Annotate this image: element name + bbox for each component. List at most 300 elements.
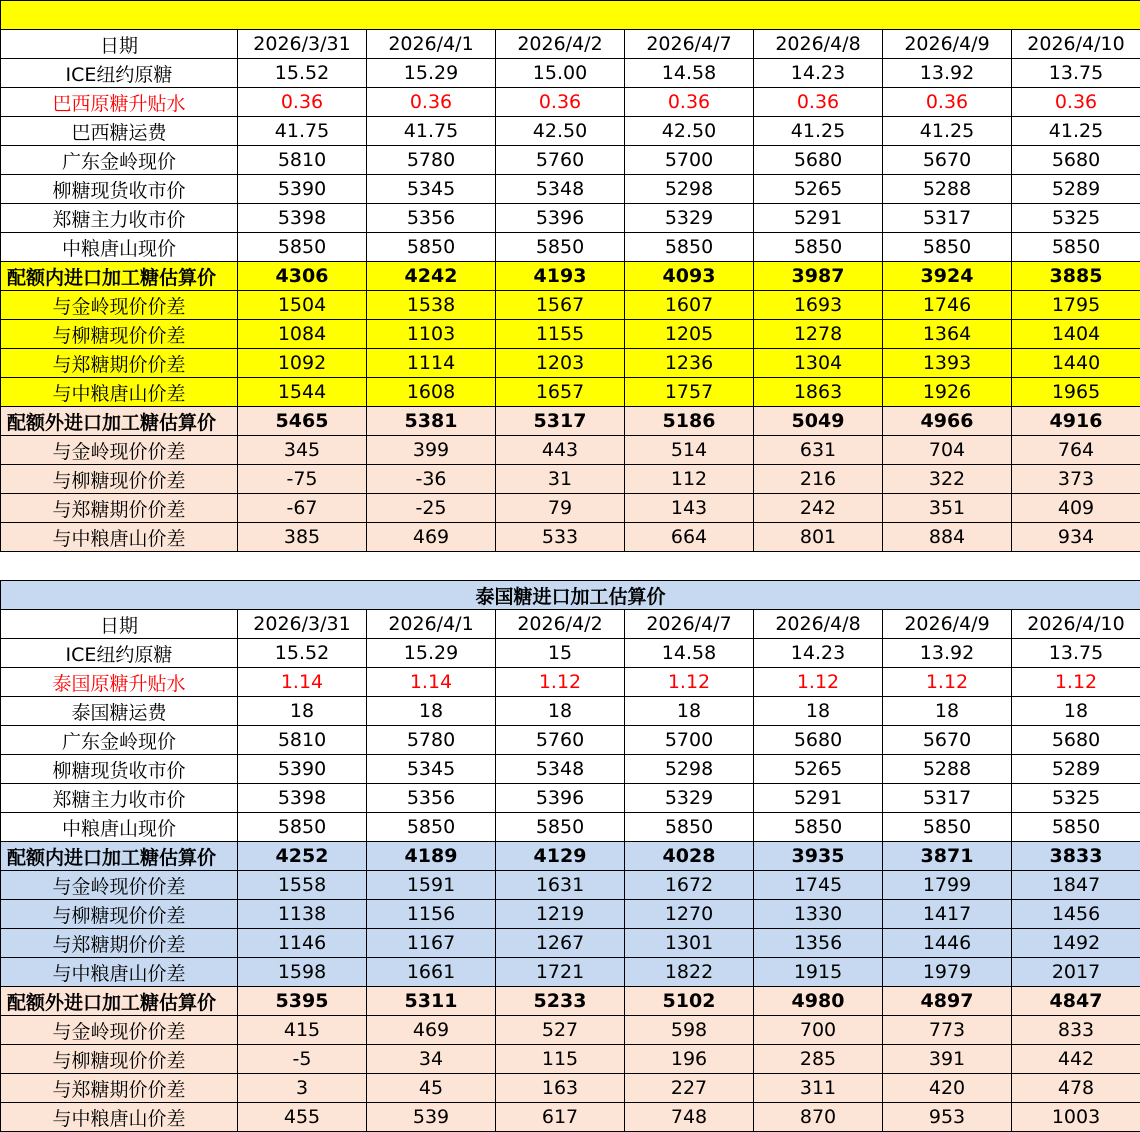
table-row	[1, 378, 1140, 407]
date-header-label: 日期	[1, 610, 238, 639]
brazil-header-row	[1, 30, 1140, 59]
value-cell: 4129	[496, 842, 625, 871]
value-cell: 5850	[496, 813, 625, 842]
value-cell: 4966	[883, 407, 1012, 436]
value-cell: 5850	[496, 233, 625, 262]
value-cell: 5356	[367, 784, 496, 813]
value-cell: 1745	[754, 871, 883, 900]
value-cell: 3871	[883, 842, 1012, 871]
value-cell: 533	[496, 523, 625, 552]
value-cell: 399	[367, 436, 496, 465]
value-cell: 1915	[754, 958, 883, 987]
value-cell: 884	[883, 523, 1012, 552]
value-cell: 1.12	[1012, 668, 1140, 697]
value-cell: 1799	[883, 871, 1012, 900]
table-row	[1, 726, 1140, 755]
brazil-title-row	[1, 1, 1140, 30]
value-cell: 1446	[883, 929, 1012, 958]
value-cell: 1.12	[625, 668, 754, 697]
table-row	[1, 668, 1140, 697]
value-cell: 0.36	[883, 88, 1012, 117]
value-cell: 391	[883, 1045, 1012, 1074]
value-cell: 18	[754, 697, 883, 726]
value-cell: 5291	[754, 204, 883, 233]
row-label: 柳糖现货收市价	[1, 755, 238, 784]
value-cell: 15.29	[367, 59, 496, 88]
value-cell: 415	[238, 1016, 367, 1045]
date-header-cell: 2026/4/1	[367, 610, 496, 639]
row-label: 配额外进口加工糖估算价	[1, 407, 238, 436]
value-cell: -36	[367, 465, 496, 494]
value-cell: 112	[625, 465, 754, 494]
value-cell: 5465	[238, 407, 367, 436]
row-label: 与中粮唐山价差	[1, 958, 238, 987]
value-cell: 409	[1012, 494, 1140, 523]
table-row	[1, 494, 1140, 523]
value-cell: -67	[238, 494, 367, 523]
date-header-cell: 2026/4/10	[1012, 30, 1140, 59]
value-cell: 1278	[754, 320, 883, 349]
value-cell: 5348	[496, 755, 625, 784]
value-cell: 41.75	[367, 117, 496, 146]
value-cell: 1746	[883, 291, 1012, 320]
value-cell: 5345	[367, 755, 496, 784]
value-cell: 1.12	[496, 668, 625, 697]
value-cell: 34	[367, 1045, 496, 1074]
row-label: 与金岭现价价差	[1, 291, 238, 320]
value-cell: 1404	[1012, 320, 1140, 349]
value-cell: 1657	[496, 378, 625, 407]
value-cell: 1693	[754, 291, 883, 320]
value-cell: 953	[883, 1103, 1012, 1132]
table-row	[1, 871, 1140, 900]
value-cell: 469	[367, 1016, 496, 1045]
value-cell: 748	[625, 1103, 754, 1132]
value-cell: 4242	[367, 262, 496, 291]
table-row	[1, 639, 1140, 668]
table-row	[1, 755, 1140, 784]
value-cell: 4189	[367, 842, 496, 871]
value-cell: 79	[496, 494, 625, 523]
brazil-section-title	[1, 1, 1140, 30]
value-cell: 1598	[238, 958, 367, 987]
table-row	[1, 465, 1140, 494]
table-row	[1, 146, 1140, 175]
value-cell: 5390	[238, 175, 367, 204]
value-cell: 3885	[1012, 262, 1140, 291]
row-label: 配额内进口加工糖估算价	[1, 842, 238, 871]
value-cell: 1440	[1012, 349, 1140, 378]
table-row	[1, 842, 1140, 871]
value-cell: 1757	[625, 378, 754, 407]
value-cell: 5356	[367, 204, 496, 233]
value-cell: 1205	[625, 320, 754, 349]
value-cell: 0.36	[625, 88, 754, 117]
value-cell: 1558	[238, 871, 367, 900]
table-row	[1, 59, 1140, 88]
row-label: 郑糖主力收市价	[1, 204, 238, 233]
date-header-cell: 2026/3/31	[238, 610, 367, 639]
value-cell: 5291	[754, 784, 883, 813]
value-cell: 1084	[238, 320, 367, 349]
table-row	[1, 349, 1140, 378]
value-cell: 0.36	[367, 88, 496, 117]
value-cell: 1672	[625, 871, 754, 900]
value-cell: 31	[496, 465, 625, 494]
value-cell: 1721	[496, 958, 625, 987]
value-cell: 514	[625, 436, 754, 465]
value-cell: 4028	[625, 842, 754, 871]
value-cell: 5780	[367, 726, 496, 755]
value-cell: 1.14	[238, 668, 367, 697]
value-cell: 1456	[1012, 900, 1140, 929]
value-cell: 14.58	[625, 59, 754, 88]
value-cell: 18	[883, 697, 1012, 726]
value-cell: 4897	[883, 987, 1012, 1016]
value-cell: 373	[1012, 465, 1140, 494]
value-cell: 1114	[367, 349, 496, 378]
value-cell: 196	[625, 1045, 754, 1074]
value-cell: 41.75	[238, 117, 367, 146]
value-cell: 45	[367, 1074, 496, 1103]
row-label: 与金岭现价价差	[1, 871, 238, 900]
value-cell: 1608	[367, 378, 496, 407]
value-cell: -75	[238, 465, 367, 494]
date-header-cell: 2026/4/8	[754, 30, 883, 59]
table-row	[1, 929, 1140, 958]
table-row	[1, 813, 1140, 842]
value-cell: 1504	[238, 291, 367, 320]
row-label: 与郑糖期价价差	[1, 494, 238, 523]
value-cell: 5186	[625, 407, 754, 436]
value-cell: 3	[238, 1074, 367, 1103]
date-header-cell: 2026/3/31	[238, 30, 367, 59]
thai-header-row	[1, 610, 1140, 639]
value-cell: 5289	[1012, 755, 1140, 784]
value-cell: 2017	[1012, 958, 1140, 987]
value-cell: 5680	[754, 146, 883, 175]
value-cell: 42.50	[496, 117, 625, 146]
value-cell: 1155	[496, 320, 625, 349]
value-cell: 5680	[1012, 146, 1140, 175]
value-cell: 5345	[367, 175, 496, 204]
value-cell: 1795	[1012, 291, 1140, 320]
row-label: 与柳糖现价价差	[1, 465, 238, 494]
table-row	[1, 697, 1140, 726]
value-cell: 833	[1012, 1016, 1140, 1045]
value-cell: 5760	[496, 726, 625, 755]
value-cell: 420	[883, 1074, 1012, 1103]
value-cell: 1146	[238, 929, 367, 958]
value-cell: 4306	[238, 262, 367, 291]
row-label: 与中粮唐山价差	[1, 1103, 238, 1132]
value-cell: 1236	[625, 349, 754, 378]
value-cell: 41.25	[883, 117, 1012, 146]
value-cell: 870	[754, 1103, 883, 1132]
value-cell: 5850	[754, 233, 883, 262]
value-cell: 1965	[1012, 378, 1140, 407]
value-cell: 143	[625, 494, 754, 523]
table-row	[1, 407, 1140, 436]
value-cell: 5289	[1012, 175, 1140, 204]
value-cell: 5288	[883, 755, 1012, 784]
value-cell: 455	[238, 1103, 367, 1132]
value-cell: 5850	[883, 813, 1012, 842]
value-cell: 1330	[754, 900, 883, 929]
table-row	[1, 204, 1140, 233]
value-cell: 5850	[1012, 233, 1140, 262]
value-cell: 1156	[367, 900, 496, 929]
value-cell: 15.29	[367, 639, 496, 668]
value-cell: 18	[367, 697, 496, 726]
value-cell: 41.25	[754, 117, 883, 146]
table-row	[1, 1016, 1140, 1045]
value-cell: 1822	[625, 958, 754, 987]
table-row	[1, 88, 1140, 117]
value-cell: 1567	[496, 291, 625, 320]
value-cell: 5670	[883, 146, 1012, 175]
value-cell: 5850	[625, 233, 754, 262]
value-cell: 5102	[625, 987, 754, 1016]
value-cell: 700	[754, 1016, 883, 1045]
value-cell: 5348	[496, 175, 625, 204]
value-cell: 801	[754, 523, 883, 552]
value-cell: 5298	[625, 755, 754, 784]
value-cell: 3924	[883, 262, 1012, 291]
value-cell: 1364	[883, 320, 1012, 349]
separator-cell	[1, 552, 1140, 581]
value-cell: 1138	[238, 900, 367, 929]
value-cell: 5700	[625, 726, 754, 755]
value-cell: 5810	[238, 146, 367, 175]
value-cell: 5329	[625, 204, 754, 233]
value-cell: 4916	[1012, 407, 1140, 436]
value-cell: 5700	[625, 146, 754, 175]
value-cell: 14.23	[754, 639, 883, 668]
value-cell: 5325	[1012, 784, 1140, 813]
row-label: 与郑糖期价价差	[1, 1074, 238, 1103]
value-cell: 14.58	[625, 639, 754, 668]
value-cell: -5	[238, 1045, 367, 1074]
value-cell: 1544	[238, 378, 367, 407]
value-cell: 5395	[238, 987, 367, 1016]
value-cell: 1607	[625, 291, 754, 320]
row-label: 配额内进口加工糖估算价	[1, 262, 238, 291]
date-header-label: 日期	[1, 30, 238, 59]
value-cell: 1393	[883, 349, 1012, 378]
table-row	[1, 1074, 1140, 1103]
value-cell: 5325	[1012, 204, 1140, 233]
value-cell: 4847	[1012, 987, 1140, 1016]
value-cell: 18	[625, 697, 754, 726]
value-cell: 0.36	[754, 88, 883, 117]
value-cell: 5850	[367, 233, 496, 262]
value-cell: 4193	[496, 262, 625, 291]
value-cell: 5396	[496, 204, 625, 233]
value-cell: 478	[1012, 1074, 1140, 1103]
value-cell: 15.00	[496, 59, 625, 88]
value-cell: 631	[754, 436, 883, 465]
value-cell: 322	[883, 465, 1012, 494]
value-cell: 1631	[496, 871, 625, 900]
value-cell: 4252	[238, 842, 367, 871]
table-row	[1, 987, 1140, 1016]
value-cell: 1.12	[754, 668, 883, 697]
value-cell: 345	[238, 436, 367, 465]
row-label: 与柳糖现价价差	[1, 1045, 238, 1074]
value-cell: 0.36	[496, 88, 625, 117]
value-cell: 5049	[754, 407, 883, 436]
date-header-cell: 2026/4/9	[883, 30, 1012, 59]
value-cell: 1847	[1012, 871, 1140, 900]
value-cell: 5850	[1012, 813, 1140, 842]
value-cell: 115	[496, 1045, 625, 1074]
value-cell: 5398	[238, 784, 367, 813]
value-cell: 5680	[754, 726, 883, 755]
thai-title-row	[1, 581, 1140, 610]
table-row	[1, 175, 1140, 204]
value-cell: 163	[496, 1074, 625, 1103]
value-cell: 242	[754, 494, 883, 523]
value-cell: 42.50	[625, 117, 754, 146]
value-cell: 5233	[496, 987, 625, 1016]
value-cell: 5850	[625, 813, 754, 842]
row-label: 与郑糖期价价差	[1, 349, 238, 378]
value-cell: 1538	[367, 291, 496, 320]
value-cell: 5381	[367, 407, 496, 436]
value-cell: 598	[625, 1016, 754, 1045]
date-header-cell: 2026/4/7	[625, 30, 754, 59]
table-row	[1, 523, 1140, 552]
value-cell: 5317	[496, 407, 625, 436]
value-cell: 5680	[1012, 726, 1140, 755]
value-cell: 1.12	[883, 668, 1012, 697]
value-cell: 0.36	[238, 88, 367, 117]
value-cell: 5850	[883, 233, 1012, 262]
row-label: 广东金岭现价	[1, 146, 238, 175]
value-cell: 3833	[1012, 842, 1140, 871]
value-cell: 5850	[754, 813, 883, 842]
row-label: 巴西原糖升贴水	[1, 88, 238, 117]
value-cell: 1167	[367, 929, 496, 958]
value-cell: 216	[754, 465, 883, 494]
value-cell: 0.36	[1012, 88, 1140, 117]
date-header-cell: 2026/4/9	[883, 610, 1012, 639]
value-cell: 5810	[238, 726, 367, 755]
table-row	[1, 320, 1140, 349]
row-label: 中粮唐山现价	[1, 813, 238, 842]
value-cell: 5850	[367, 813, 496, 842]
value-cell: 385	[238, 523, 367, 552]
date-header-cell: 2026/4/8	[754, 610, 883, 639]
value-cell: 13.92	[883, 59, 1012, 88]
row-label: 巴西糖运费	[1, 117, 238, 146]
row-label: 与柳糖现价价差	[1, 320, 238, 349]
value-cell: 5329	[625, 784, 754, 813]
value-cell: 5298	[625, 175, 754, 204]
table-row	[1, 262, 1140, 291]
value-cell: 443	[496, 436, 625, 465]
value-cell: 773	[883, 1016, 1012, 1045]
value-cell: 15.52	[238, 639, 367, 668]
value-cell: 1591	[367, 871, 496, 900]
value-cell: 5780	[367, 146, 496, 175]
value-cell: 351	[883, 494, 1012, 523]
value-cell: 18	[496, 697, 625, 726]
value-cell: 1926	[883, 378, 1012, 407]
date-header-cell: 2026/4/2	[496, 610, 625, 639]
value-cell: 1219	[496, 900, 625, 929]
value-cell: 15.52	[238, 59, 367, 88]
value-cell: 5760	[496, 146, 625, 175]
row-label: 泰国原糖升贴水	[1, 668, 238, 697]
value-cell: 764	[1012, 436, 1140, 465]
value-cell: 1304	[754, 349, 883, 378]
value-cell: 14.23	[754, 59, 883, 88]
value-cell: 1267	[496, 929, 625, 958]
value-cell: 311	[754, 1074, 883, 1103]
date-header-cell: 2026/4/10	[1012, 610, 1140, 639]
row-label: ICE纽约原糖	[1, 59, 238, 88]
value-cell: 5850	[238, 813, 367, 842]
value-cell: 1301	[625, 929, 754, 958]
table-row	[1, 117, 1140, 146]
row-label: 广东金岭现价	[1, 726, 238, 755]
value-cell: 5317	[883, 204, 1012, 233]
row-label: 柳糖现货收市价	[1, 175, 238, 204]
value-cell: 527	[496, 1016, 625, 1045]
table-row	[1, 900, 1140, 929]
table-row	[1, 1103, 1140, 1132]
value-cell: 617	[496, 1103, 625, 1132]
table-row	[1, 233, 1140, 262]
value-cell: 664	[625, 523, 754, 552]
row-label: 与郑糖期价价差	[1, 929, 238, 958]
value-cell: 13.75	[1012, 639, 1140, 668]
value-cell: 1863	[754, 378, 883, 407]
value-cell: 3935	[754, 842, 883, 871]
value-cell: 934	[1012, 523, 1140, 552]
value-cell: 15	[496, 639, 625, 668]
value-cell: 469	[367, 523, 496, 552]
value-cell: 1417	[883, 900, 1012, 929]
value-cell: 442	[1012, 1045, 1140, 1074]
value-cell: 1979	[883, 958, 1012, 987]
value-cell: 41.25	[1012, 117, 1140, 146]
table-row	[1, 291, 1140, 320]
value-cell: 5265	[754, 755, 883, 784]
value-cell: 5850	[238, 233, 367, 262]
value-cell: 13.92	[883, 639, 1012, 668]
value-cell: 1103	[367, 320, 496, 349]
date-header-cell: 2026/4/2	[496, 30, 625, 59]
value-cell: 18	[238, 697, 367, 726]
table-row	[1, 1045, 1140, 1074]
value-cell: 3987	[754, 262, 883, 291]
value-cell: 1270	[625, 900, 754, 929]
value-cell: 704	[883, 436, 1012, 465]
date-header-cell: 2026/4/7	[625, 610, 754, 639]
value-cell: 4093	[625, 262, 754, 291]
value-cell: 285	[754, 1045, 883, 1074]
value-cell: -25	[367, 494, 496, 523]
value-cell: 5390	[238, 755, 367, 784]
value-cell: 539	[367, 1103, 496, 1132]
value-cell: 1203	[496, 349, 625, 378]
row-label: 泰国糖运费	[1, 697, 238, 726]
row-label: 与金岭现价价差	[1, 1016, 238, 1045]
value-cell: 1.14	[367, 668, 496, 697]
